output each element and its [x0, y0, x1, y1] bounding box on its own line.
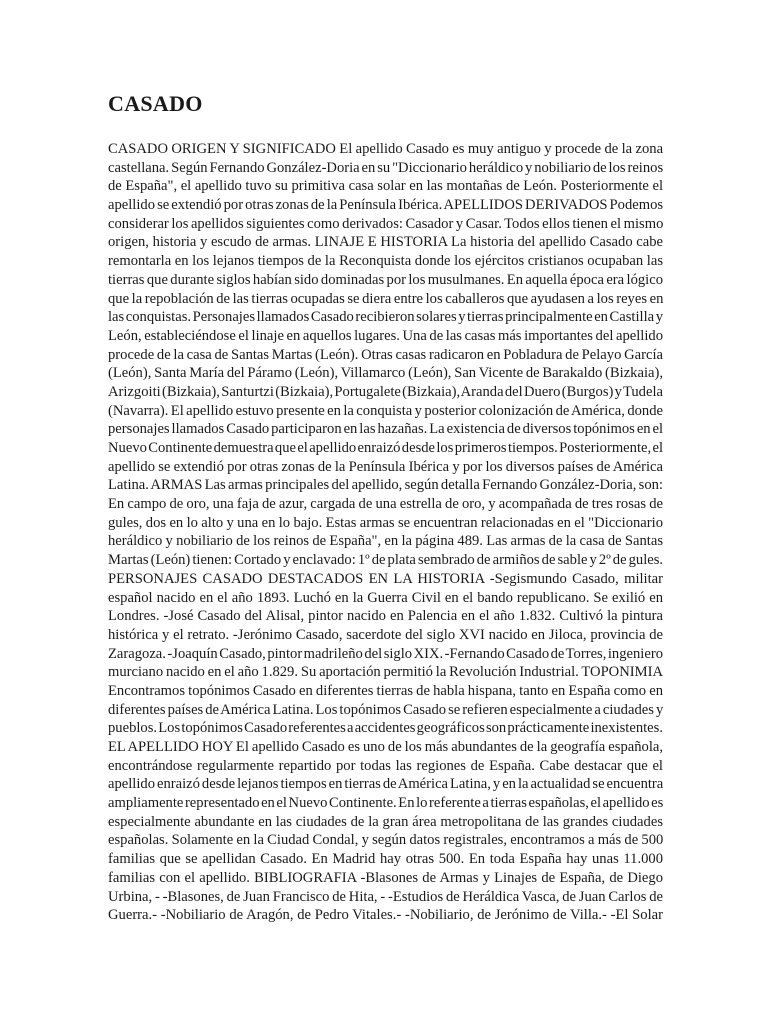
- text-line: León, estableciéndose el linaje en aquellos lugares. Una de las casas más importantes del apellido: [108, 327, 663, 344]
- text-line: que la repoblación de las tierras ocupadas se diera entre los caballeros que ayudasen a los reyes en: [108, 290, 664, 307]
- text-line: (León), Santa María del Páramo (León), Villamarco (León), San Vicente de Barakaldo (Bizkaia),: [108, 365, 663, 382]
- text-line: familias que se apellidan Casado. En Madrid hay otras 500. En toda España hay unas 11.000: [108, 851, 663, 868]
- text-line: ampliamente representado en el Nuevo Continente. En lo referente a tierras españolas, el apellido es: [108, 795, 664, 812]
- text-line: remontarla en los lejanos tiempos de la Reconquista donde los ejércitos cristianos ocupaban las: [108, 253, 663, 270]
- text-line: castellana. Según Fernando González-Doria en su "Diccionario heráldico y nobiliario de los reinos: [108, 159, 664, 176]
- text-line: EL APELLIDO HOY El apellido Casado es uno de los más abundantes de la geografía española,: [108, 739, 663, 755]
- text-line: apellido se extendió por otras zonas de la Península Ibérica y por los diversos países de América: [108, 458, 663, 475]
- text-line: diferentes países de América Latina. Los topónimos Casado se refieren especialmente a ciudades y: [108, 701, 664, 718]
- text-line: Arizgoiti (Bizkaia), Santurtzi (Bizkaia), Portugalete (Bizkaia), Aranda del Duero (Burgos) y Tudela: [108, 383, 663, 400]
- text-line: procede de la casa de Santas Martas (León). Otras casas radicaron en Pobladura de Pelayo García: [108, 346, 663, 363]
- text-line: heráldico y nobiliario de los reinos de España", en la página 489. Las armas de la casa de Santas: [108, 533, 663, 550]
- text-line: de España", el apellido tuvo su primitiva casa solar en las montañas de León. Posteriormente el: [108, 178, 663, 195]
- text-line: considerar los apellidos siguientes como derivados: Casador y Casar. Todos ellos tienen el mismo: [108, 215, 664, 232]
- text-line: PERSONAJES CASADO DESTACADOS EN LA HISTORIA -Segismundo Casado, militar: [108, 570, 663, 587]
- text-line: pueblos. Los topónimos Casado referentes a accidentes geográficos son prácticamente inexistentes.: [108, 720, 663, 737]
- text-line: Guerra.- -Nobiliario de Aragón, de Pedro Vitales.- -Nobiliario, de Jerónimo de Villa.- -El Solar: [108, 907, 663, 924]
- text-line: encontrándose regularmente repartido por todas las regiones de España. Cabe destacar que el: [108, 757, 663, 774]
- text-line: origen, historia y escudo de armas. LINAJE E HISTORIA La historia del apellido Casado cabe: [108, 234, 663, 251]
- text-line: apellido enraizó desde lejanos tiempos en tierras de América Latina, y en la actualidad se encuentra: [108, 776, 664, 793]
- text-line: Londres. -José Casado del Alisal, pintor nacido en Palencia en el año 1.832. Cultivó la pintura: [108, 608, 663, 625]
- text-line: Urbina, - -Blasones, de Juan Francisco de Hita, - -Estudios de Heráldica Vasca, de Juan Carlos de: [108, 888, 663, 905]
- text-line: CASADO ORIGEN Y SIGNIFICADO El apellido Casado es muy antiguo y procede de la zona: [108, 141, 664, 157]
- text-line: apellido se extendió por otras zonas de la Península Ibérica. APELLIDOS DERIVADOS Podemos: [108, 197, 664, 214]
- text-line: especialmente abundante en las ciudades de la gran área metropolitana de las grandes ciudades: [108, 813, 663, 830]
- text-line: histórica y el retrato. -Jerónimo Casado, sacerdote del siglo XVI nacido en Jiloca, provincia de: [108, 626, 663, 643]
- text-line: españolas. Solamente en la Ciudad Condal, y según datos registrales, encontramos a más de 500: [108, 832, 664, 849]
- text-line: murciano nacido en el año 1.829. Su aportación permitió la Revolución Industrial. TOPONIMIA: [108, 664, 663, 681]
- text-line: Encontramos topónimos Casado en diferentes tierras de habla hispana, tanto en España como en: [108, 682, 663, 699]
- text-line: (Navarra). El apellido estuvo presente en la conquista y posterior colonización de América, donde: [108, 402, 663, 419]
- text-line: las conquistas. Personajes llamados Casado recibieron solares y tierras principalmente en Castilla y: [108, 309, 663, 326]
- text-line: Martas (León) tienen: Cortado y enclavado: 1º de plata sembrado de armiños de sable y 2º de gules.: [108, 552, 664, 569]
- text-line: español nacido en el año 1893. Luchó en la Guerra Civil en el bando republicano. Se exilió en: [108, 589, 663, 606]
- text-line: Nuevo Continente demuestra que el apellido enraizó desde los primeros tiempos. Posteriormente, el: [108, 440, 663, 456]
- text-line: familias con el apellido. BIBLIOGRAFIA -Blasones de Armas y Linajes de España, de Diego: [108, 869, 663, 886]
- text-line: personajes llamados Casado participaron en las hazañas. La existencia de diversos topónimos en el: [108, 421, 664, 438]
- text-line: gules, dos en lo alto y una en lo bajo. Estas armas se encuentran relacionadas en el "Diccionario: [108, 514, 663, 531]
- document-body: [108, 140, 663, 925]
- text-line: Latina. ARMAS Las armas principales del apellido, según detalla Fernando González-Doria, son:: [108, 477, 663, 494]
- page-title: CASADO: [108, 91, 203, 116]
- text-line: tierras que durante siglos habían sido dominadas por los musulmanes. En aquella época era lógico: [108, 271, 663, 288]
- text-line: Zaragoza. -Joaquín Casado, pintor madrileño del siglo XIX. -Fernando Casado de Torres, ingeniero: [108, 645, 663, 662]
- text-line: En campo de oro, una faja de azur, cargada de una estrella de oro, y acompañada de tres rosas de: [108, 496, 663, 513]
